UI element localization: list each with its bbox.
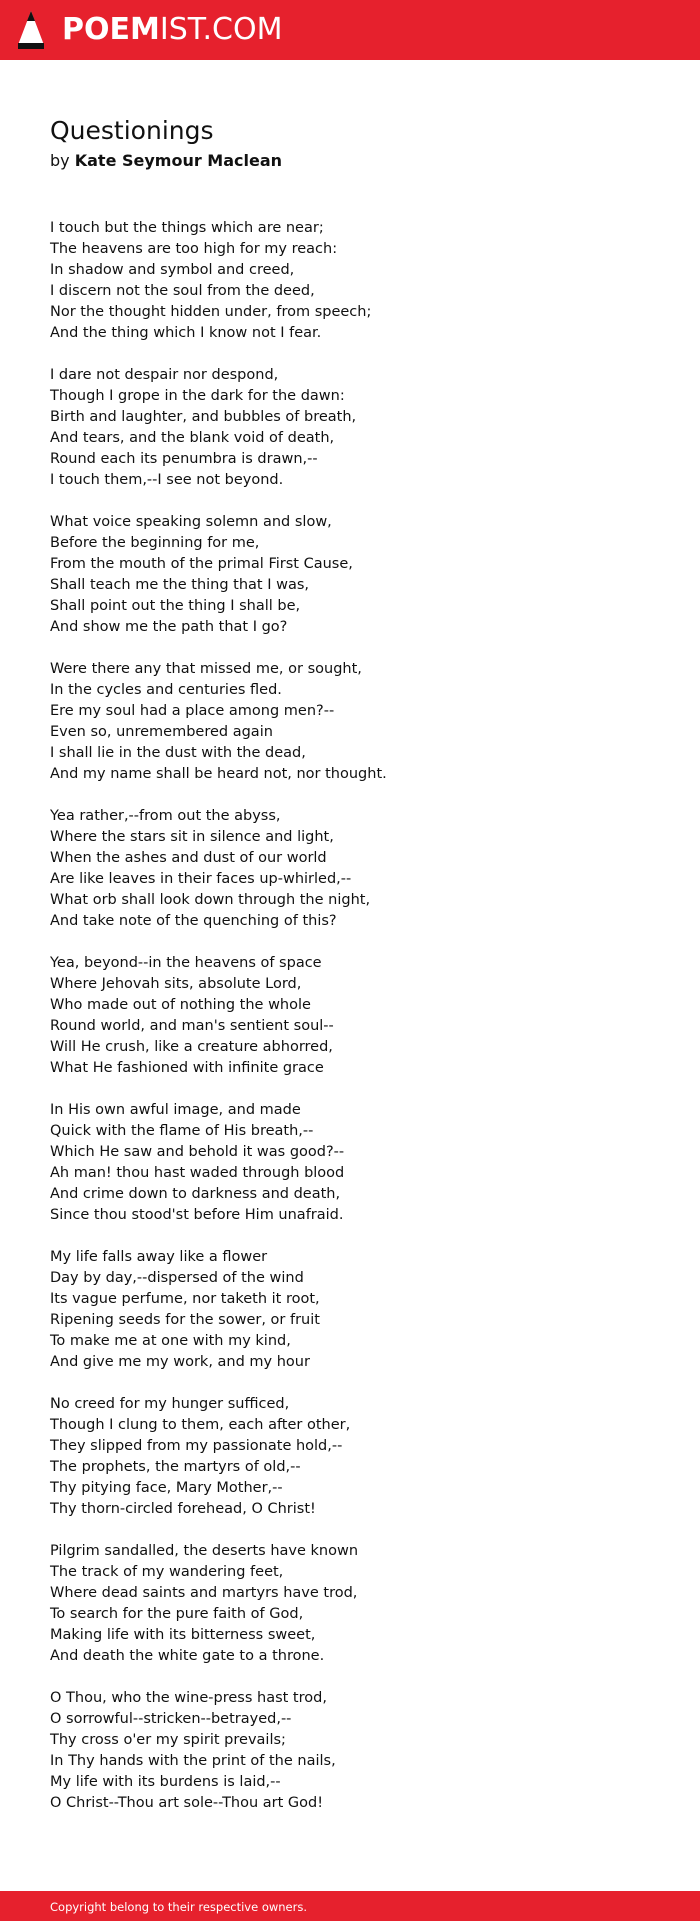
poem-line: Thy thorn-circled forehead, O Christ! [50,1501,316,1517]
poem-stanza [50,1247,650,1373]
poem-line: Pilgrim sandalled, the deserts have known [50,1543,359,1559]
poem-line: Round world, and man's sentient soul-- [50,1018,334,1034]
logo-light-text: IST.COM [159,12,283,47]
poem-line: Nor the thought hidden under, from speech; [50,304,372,320]
poem-line: To make me at one with my kind, [50,1333,291,1349]
poem-line: The heavens are too high for my reach: [50,241,338,257]
poem-line: I discern not the soul from the deed, [50,283,315,299]
poem-line: Where the stars sit in silence and light, [50,829,334,845]
poem-line: Yea rather,--from out the abyss, [50,808,281,824]
poem-line: Making life with its bitterness sweet, [50,1627,316,1643]
poem-line: O Christ--Thou art sole--Thou art God! [50,1795,324,1811]
poem-line: Since thou stood'st before Him unafraid. [50,1207,344,1223]
poem-line: In His own awful image, and made [50,1102,301,1118]
poem-line: Will He crush, like a creature abhorred, [50,1039,333,1055]
poem-line: In Thy hands with the print of the nails, [50,1753,336,1769]
poem-stanza [50,218,650,344]
poem-stanza [50,1100,650,1226]
author-name: Kate Seymour Maclean [74,151,283,170]
poem-line: What orb shall look down through the night, [50,892,371,908]
site-header [0,0,700,60]
byline [50,149,650,173]
byline-prefix: by [50,151,70,170]
poem-line: Yea, beyond--in the heavens of space [50,955,322,971]
poem-line: I dare not despair nor despond, [50,367,279,383]
poem-line: They slipped from my passionate hold,-- [50,1438,343,1454]
poem-line: What He fashioned with infinite grace [50,1060,324,1076]
poem-line: Ere my soul had a place among men?-- [50,703,335,719]
poem-line: I shall lie in the dust with the dead, [50,745,306,761]
poem-line: O Thou, who the wine-press hast trod, [50,1690,327,1706]
poem-line: And take note of the quenching of this? [50,913,337,929]
poem-line: To search for the pure faith of God, [50,1606,304,1622]
poem-line: Round each its penumbra is drawn,-- [50,451,318,467]
poem-line: Day by day,--dispersed of the wind [50,1270,304,1286]
poem-stanza [50,1394,650,1520]
poem-line: In shadow and symbol and creed, [50,262,295,278]
poem-line: Ah man! thou hast waded through blood [50,1165,345,1181]
poem-line: And crime down to darkness and death, [50,1186,341,1202]
poem-line: My life with its burdens is laid,-- [50,1774,281,1790]
poem-line: Its vague perfume, nor taketh it root, [50,1291,320,1307]
poem-line: I touch but the things which are near; [50,220,324,236]
poem-line: And tears, and the blank void of death, [50,430,335,446]
poem-stanza [50,659,650,785]
poem-line: Are like leaves in their faces up-whirled,-- [50,871,352,887]
poem-line: Where Jehovah sits, absolute Lord, [50,976,302,992]
poem-line: From the mouth of the primal First Cause, [50,556,353,572]
poem-stanza [50,953,650,1079]
pencil-tip-icon[interactable] [18,11,44,49]
poem-line: The track of my wandering feet, [50,1564,284,1580]
poem-line: Ripening seeds for the sower, or fruit [50,1312,320,1328]
poem-stanza [50,512,650,638]
poem-line: O sorrowful--stricken--betrayed,-- [50,1711,292,1727]
site-logo[interactable] [62,12,282,48]
poem-line: And my name shall be heard not, nor thought. [50,766,387,782]
site-footer [0,1891,700,1921]
poem-line: No creed for my hunger sufficed, [50,1396,290,1412]
poem-line: The prophets, the martyrs of old,-- [50,1459,301,1475]
poem-line: Shall teach me the thing that I was, [50,577,310,593]
poem-line: My life falls away like a flower [50,1249,268,1265]
poem-line: I touch them,--I see not beyond. [50,472,284,488]
poem-line: When the ashes and dust of our world [50,850,327,866]
poem-line: Thy cross o'er my spirit prevails; [50,1732,286,1748]
poem-line: Who made out of nothing the whole [50,997,311,1013]
poem-line: Quick with the flame of His breath,-- [50,1123,314,1139]
poem-title: Questionings [50,116,214,145]
poem-line: Even so, unremembered again [50,724,273,740]
poem-line: Though I grope in the dark for the dawn: [50,388,345,404]
poem-stanza [50,1541,650,1667]
poem-content [50,114,650,1835]
poem-line: And death the white gate to a throne. [50,1648,325,1664]
poem-line: Before the beginning for me, [50,535,260,551]
poem-body [50,218,650,1814]
copyright-text: Copyright belong to their respective owners. [50,1900,308,1914]
poem-line: Thy pitying face, Mary Mother,-- [50,1480,283,1496]
poem-line: Shall point out the thing I shall be, [50,598,301,614]
logo-bold-text: POEM [62,12,160,47]
poem-stanza [50,365,650,491]
poem-line: Where dead saints and martyrs have trod, [50,1585,358,1601]
poem-line: Birth and laughter, and bubbles of breath, [50,409,357,425]
poem-line: And the thing which I know not I fear. [50,325,322,341]
poem-stanza [50,1688,650,1814]
poem-line: Were there any that missed me, or sought, [50,661,362,677]
poem-line: And show me the path that I go? [50,619,288,635]
poem-line: Though I clung to them, each after other, [50,1417,351,1433]
poem-line: Which He saw and behold it was good?-- [50,1144,345,1160]
poem-line: And give me my work, and my hour [50,1354,310,1370]
poem-stanza [50,806,650,932]
poem-line: What voice speaking solemn and slow, [50,514,332,530]
poem-line: In the cycles and centuries fled. [50,682,282,698]
